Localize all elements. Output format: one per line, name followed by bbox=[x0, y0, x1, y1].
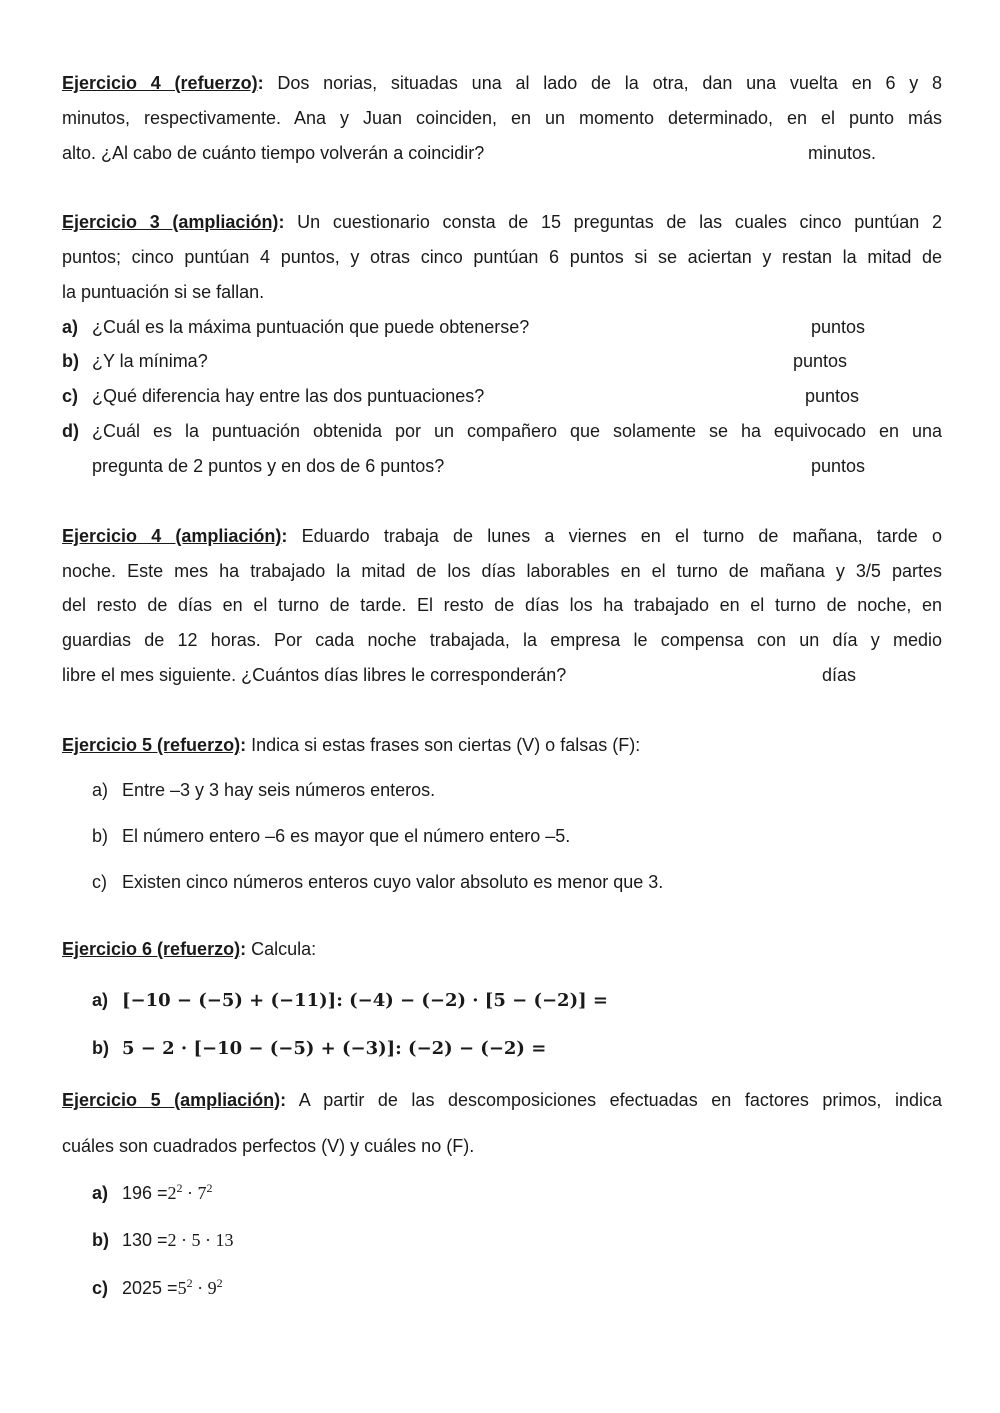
ex6r-title: Ejercicio 6 (refuerzo): bbox=[62, 939, 247, 959]
ex5a-line-1: Ejercicio 5 (ampliación): A partir de las descomposiciones efectuadas en factores primos, indica bbox=[62, 1090, 942, 1110]
ex5r-item-b: b) El número entero –6 es mayor que el número entero –5. bbox=[92, 826, 571, 846]
ex4a-title: Ejercicio 4 (ampliación): bbox=[62, 526, 288, 546]
ex4a-answer-unit: días bbox=[822, 665, 857, 685]
ex4r-title: Ejercicio 4 (refuerzo): bbox=[62, 73, 264, 93]
ex4a-line-4: guardias de 12 horas. Por cada noche trabajada, la empresa le compensa con un día y medio bbox=[62, 630, 942, 650]
ex5a-item-a: a) $196 =2^2 \cdot 7^2$ bbox=[92, 1181, 213, 1203]
ex3a-line-2: puntos; cinco puntúan 4 puntos, y otras cinco puntúan 6 puntos si se aciertan y restan la mitad de bbox=[62, 247, 942, 267]
ex6r-item-b: b) 5 − 2 · [−10 − (−5) + (−3)]: (−2) − (−2) = bbox=[92, 1038, 547, 1059]
ex4r-line-1 bbox=[62, 71, 942, 95]
ex3a-line-1: Ejercicio 3 (ampliación): Un cuestionario consta de 15 preguntas de las cuales cinco puntúan 2 bbox=[62, 212, 942, 232]
ex4a-line-1: Ejercicio 4 (ampliación): Eduardo trabaja de lunes a viernes en el turno de mañana, tarde o bbox=[62, 526, 942, 546]
ex4a-line-3: del resto de días en el turno de tarde. El resto de días los ha trabajado en el turno de noche, en bbox=[62, 595, 942, 615]
ex5r-item-a: a) Entre –3 y 3 hay seis números enteros. bbox=[92, 780, 436, 800]
ex4r-line-2: minutos, respectivamente. Ana y Juan coinciden, en un momento determinado, en el punto más bbox=[62, 108, 942, 128]
answer-unit: puntos bbox=[811, 456, 866, 476]
ex3a-title: Ejercicio 3 (ampliación): bbox=[62, 212, 285, 232]
answer-unit: puntos bbox=[811, 317, 866, 337]
ex5r-item-c: c) Existen cinco números enteros cuyo valor absoluto es menor que 3. bbox=[92, 872, 664, 892]
ex5r-line: Ejercicio 5 (refuerzo): Indica si estas frases son ciertas (V) o falsas (F): bbox=[62, 735, 641, 755]
ex5a-item-c: c) $2025 =5^2 \cdot 9^2$ bbox=[92, 1276, 223, 1298]
ex3a-item-c: c) ¿Qué diferencia hay entre las dos puntuaciones? puntos bbox=[62, 386, 860, 406]
ex5a-line-2: cuáles son cuadrados perfectos (V) y cuáles no (F). bbox=[62, 1136, 475, 1156]
ex6r-line: Ejercicio 6 (refuerzo): Calcula: bbox=[62, 939, 317, 959]
ex4r-line-3: alto. ¿Al cabo de cuánto tiempo volverán a coincidir? minutos. bbox=[62, 143, 877, 163]
ex3a-line-3: la puntuación si se fallan. bbox=[62, 282, 265, 302]
answer-unit: puntos bbox=[805, 386, 860, 406]
ex3a-item-d-cont: pregunta de 2 puntos y en dos de 6 puntos? puntos bbox=[92, 456, 866, 476]
ex4r-text: Dos norias, situadas una al lado de la otra, dan una vuelta en 6 y 8 bbox=[277, 73, 943, 93]
ex5r-title: Ejercicio 5 (refuerzo): bbox=[62, 735, 247, 755]
ex5a-item-b: b) 130 =2 · 5 · 13 bbox=[92, 1230, 234, 1250]
ex3a-item-b: b) ¿Y la mínima? puntos bbox=[62, 351, 848, 371]
ex3a-item-d: d) ¿Cuál es la puntuación obtenida por un compañero que solamente se ha equivocado en una bbox=[62, 421, 942, 441]
ex4r-answer-unit: minutos. bbox=[808, 143, 877, 163]
ex4a-line-5: libre el mes siguiente. ¿Cuántos días libres le corresponderán? días bbox=[62, 665, 857, 685]
ex6r-item-a: a) [−10 − (−5) + (−11)]: (−4) − (−2) · [5 − (−2)] = bbox=[92, 990, 608, 1011]
ex3a-item-a: a) ¿Cuál es la máxima puntuación que puede obtenerse? puntos bbox=[62, 317, 866, 337]
ex5a-title: Ejercicio 5 (ampliación): bbox=[62, 1090, 287, 1110]
answer-unit: puntos bbox=[793, 351, 848, 371]
ex4a-line-2: noche. Este mes ha trabajado la mitad de los días laborables en el turno de mañana y 3/5 partes bbox=[62, 561, 942, 581]
